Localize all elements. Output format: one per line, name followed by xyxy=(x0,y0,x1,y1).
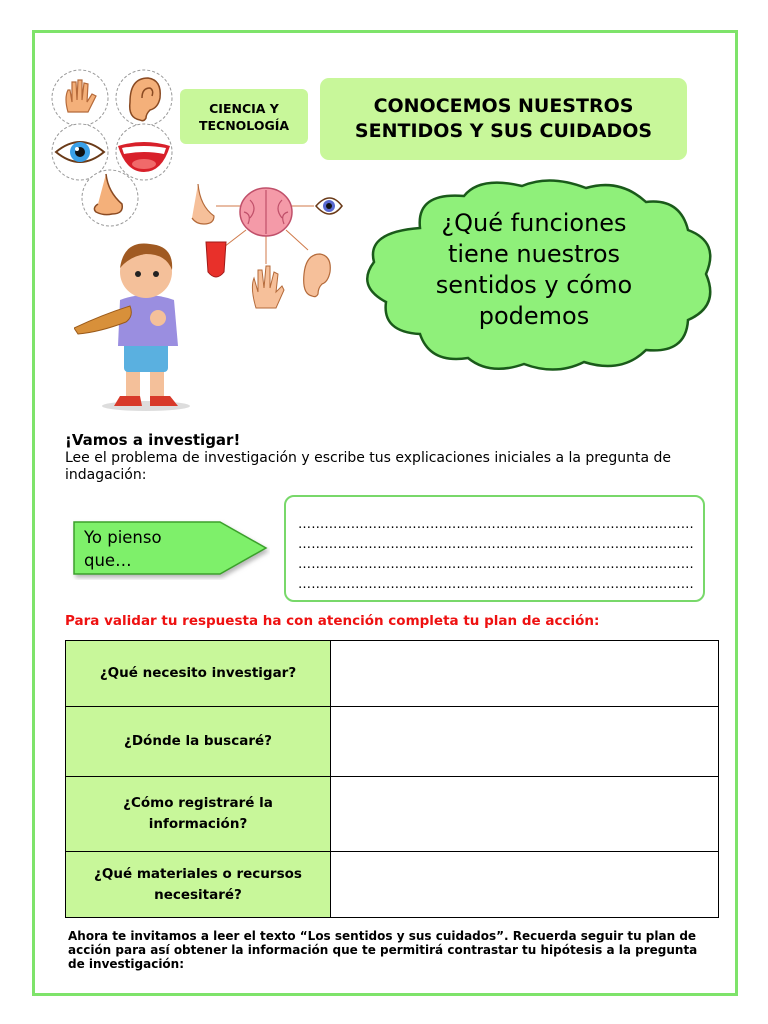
senses-brain-diagram xyxy=(186,178,346,314)
ear-icon xyxy=(116,70,172,126)
plan-answer-cell[interactable] xyxy=(331,777,719,852)
answer-line[interactable]: ……………………………………………………………………………… xyxy=(298,517,694,532)
plan-question: ¿Qué necesito investigar? xyxy=(66,641,331,707)
hand-icon xyxy=(52,70,108,126)
cloud-question: ¿Qué funciones tiene nuestros sentidos y cómo podemos xyxy=(435,209,633,330)
nose-icon xyxy=(192,184,214,224)
plan-question: ¿Qué materiales o recursos necesitaré? xyxy=(66,852,331,918)
plan-answer-cell[interactable] xyxy=(331,641,719,707)
brain-icon xyxy=(240,188,292,236)
tongue-icon xyxy=(206,242,226,277)
table-row xyxy=(66,777,719,852)
plan-question: ¿Cómo registraré la información? xyxy=(66,777,331,852)
plan-intro: Para validar tu respuesta ha con atención completa tu plan de acción: xyxy=(65,613,600,629)
think-label: Yo pienso que… xyxy=(84,528,162,570)
table-row xyxy=(66,852,719,918)
instructions: Lee el problema de investigación y escribe tus explicaciones iniciales a la pregunta de indagación: xyxy=(65,450,671,483)
ear-icon xyxy=(304,254,331,297)
answer-line[interactable]: ……………………………………………………………………………… xyxy=(298,537,694,552)
plan-answer-cell[interactable] xyxy=(331,707,719,777)
nose-icon xyxy=(82,170,138,226)
hand-icon xyxy=(252,266,284,308)
boy-illustration xyxy=(74,236,194,412)
answer-box[interactable] xyxy=(284,495,705,602)
page-title-text: CONOCEMOS NUESTROS SENTIDOS Y SUS CUIDADOS xyxy=(354,95,653,142)
answer-line[interactable]: ……………………………………………………………………………… xyxy=(298,557,694,572)
section-heading: ¡Vamos a investigar! xyxy=(65,431,241,449)
plan-question: ¿Dónde la buscaré? xyxy=(66,707,331,777)
answer-line[interactable]: ……………………………………………………………………………… xyxy=(298,577,694,592)
plan-answer-cell[interactable] xyxy=(331,852,719,918)
eye-icon xyxy=(316,198,342,214)
senses-icons-group xyxy=(50,68,178,230)
mouth-icon xyxy=(116,124,172,180)
closing-paragraph: Ahora te invitamos a leer el texto “Los sentidos y sus cuidados”. Recuerda seguir tu plan de acción para así obtener la información que te permitirá contrastar tu hipótesis a la pregunta de investigación: xyxy=(68,929,698,971)
table-row xyxy=(66,707,719,777)
subject-text: CIENCIA Y TECNOLOGÍA xyxy=(198,100,290,133)
subject-label xyxy=(180,89,308,144)
page-title xyxy=(320,78,687,160)
table-row xyxy=(66,641,719,707)
action-plan-table xyxy=(65,640,719,918)
